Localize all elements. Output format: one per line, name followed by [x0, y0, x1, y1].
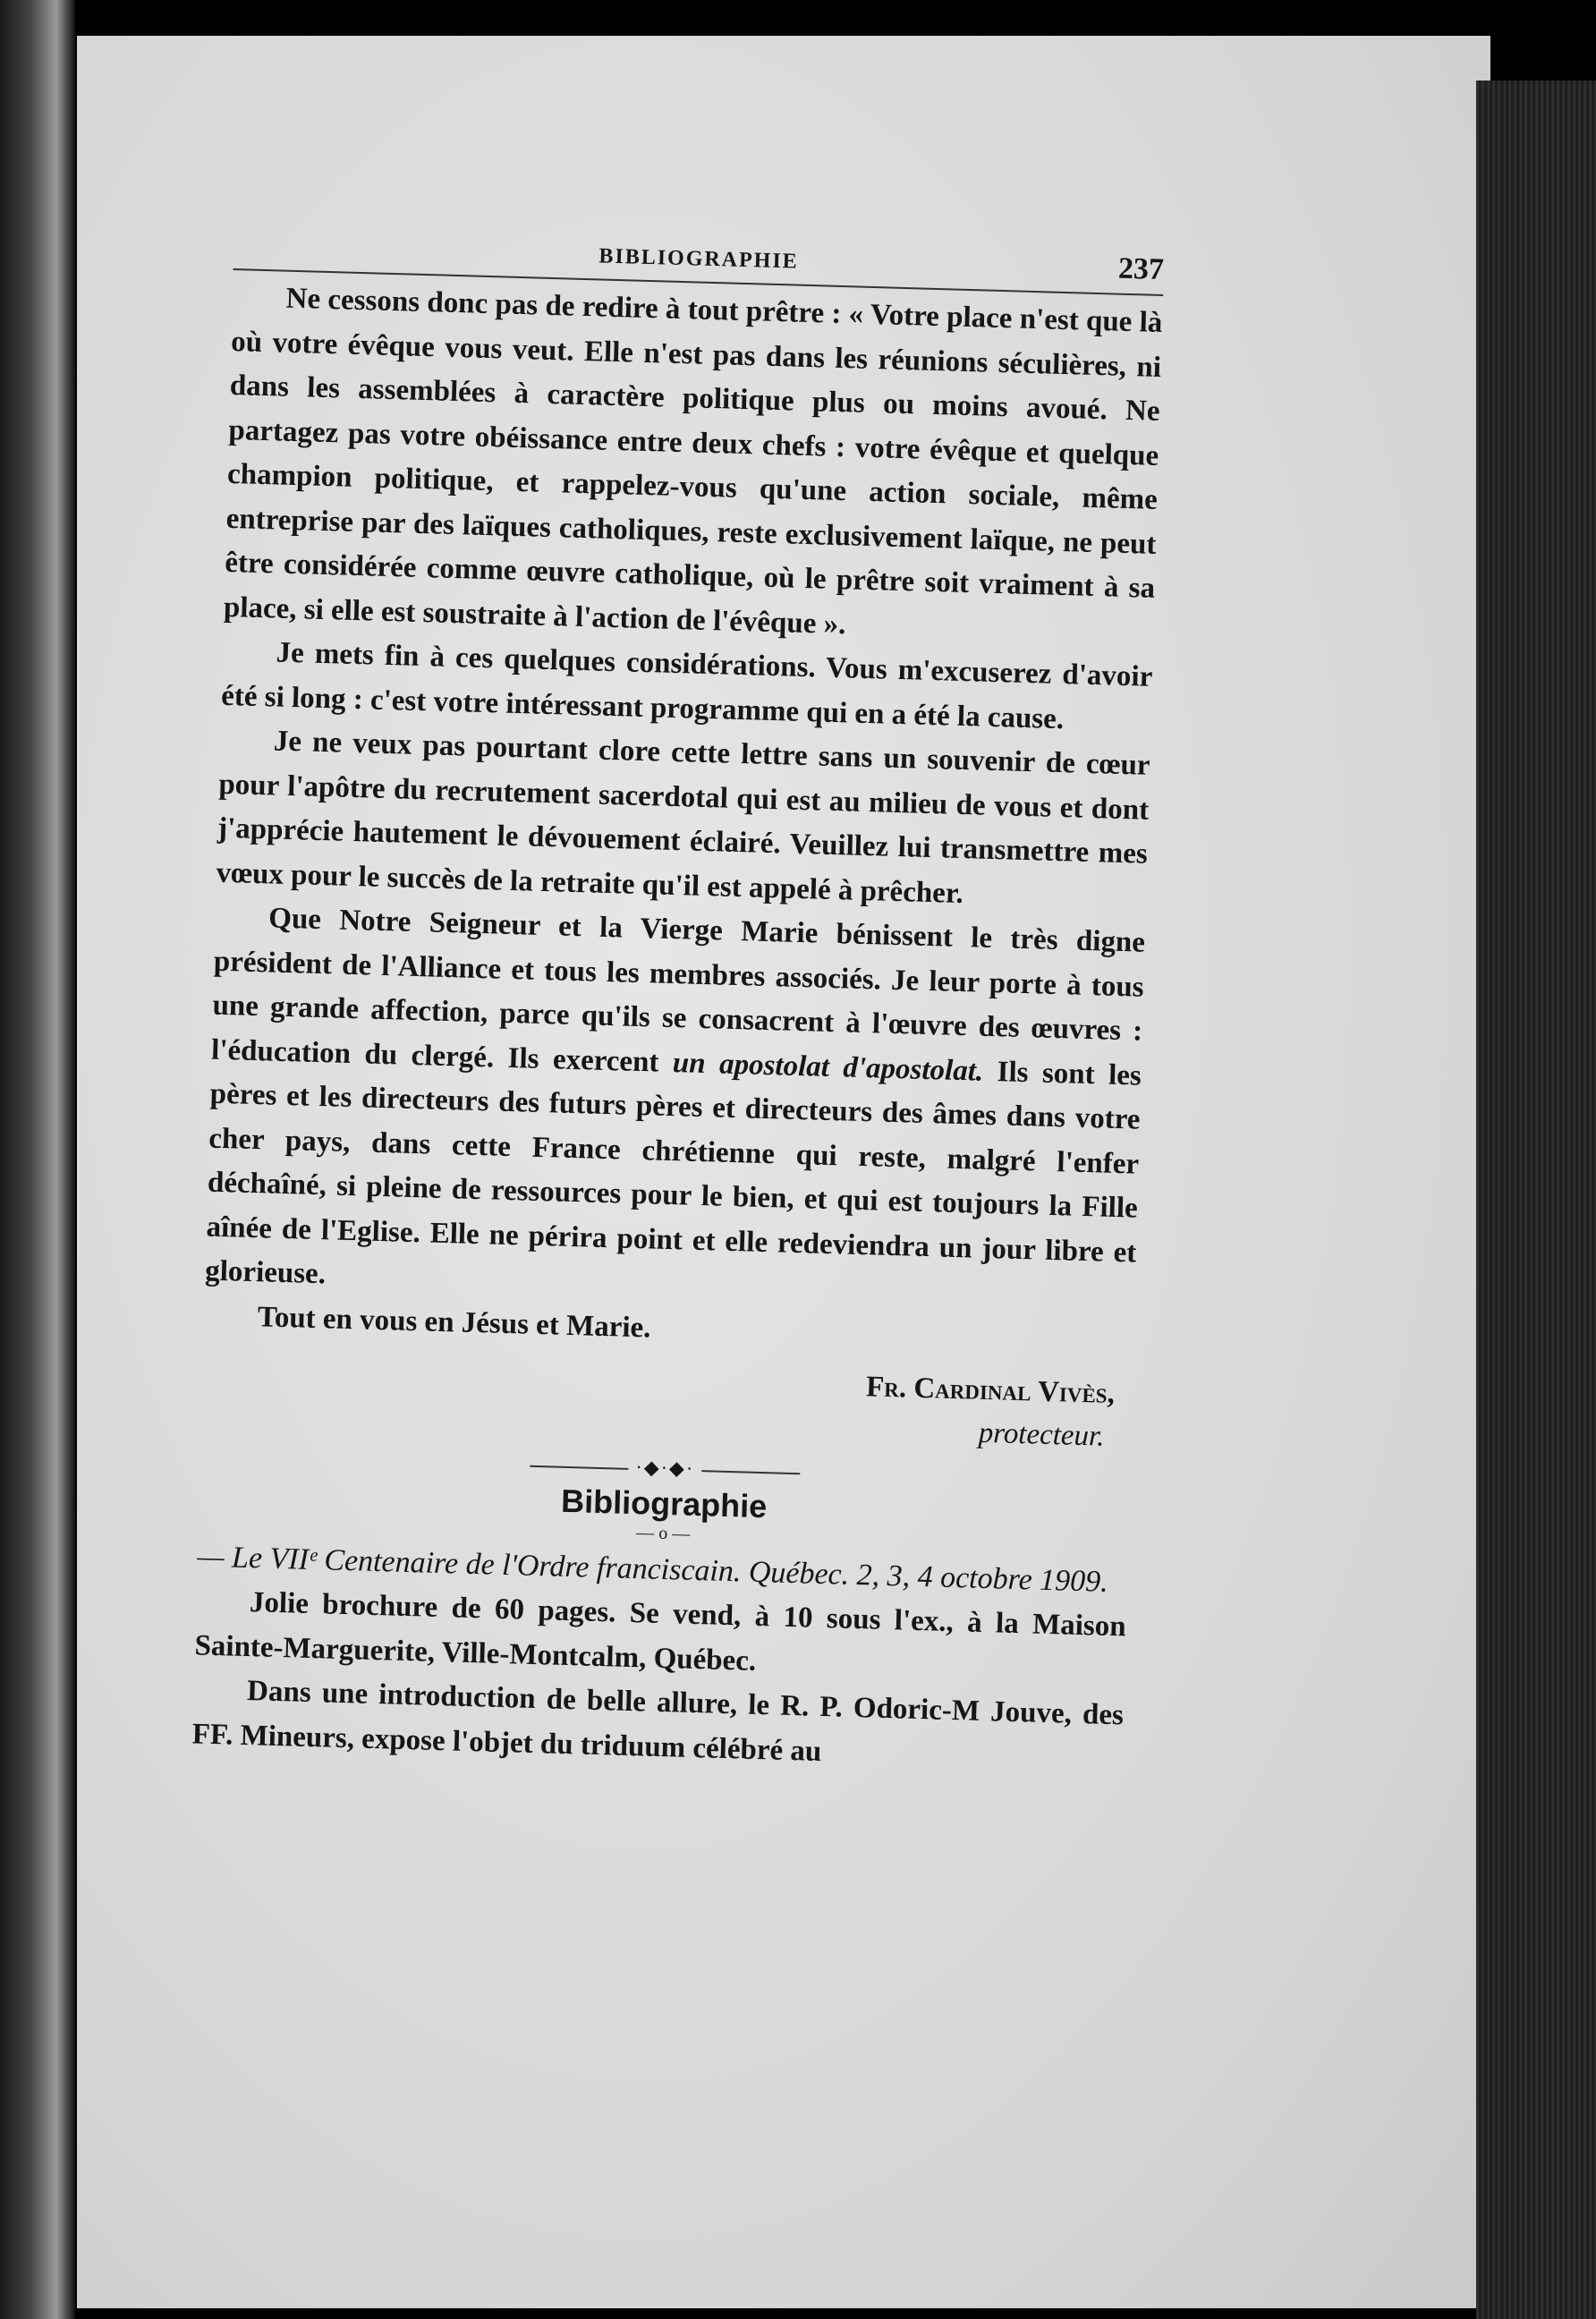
section-title: Bibliographie: [560, 1482, 768, 1525]
running-title: BIBLIOGRAPHIE: [598, 244, 800, 274]
paragraph-text: Ils sont les pères et les directeurs des futurs pères et directeurs des âmes dans votre cher pays, dans cette France chrétienne qui reste, malgré l'enfer déchaîné, si pleine de ressources pour le bien, et qui est toujours la Fille aînée de l'Eglise. Elle ne périra point et elle redeviendra un jour libre et glorieuse.: [204, 1055, 1142, 1291]
section-divider-ornament: ·◆·◆·: [200, 1443, 1130, 1492]
bibliography-paragraph: Dans une introduction de belle allure, le R. P. Odoric-M Jouve, des FF. Mineurs, expose l'objet du triduum célébré au: [191, 1675, 1125, 1768]
page-stack-edge: [1476, 81, 1596, 2319]
letter-paragraph: [205, 896, 1146, 1320]
letter-paragraph: Ne cessons donc pas de redire à tout prêtre : « Votre place n'est que là où votre évêque vous veut. Elle n'est pas dans les réunions séculières, ni dans les assemblées à caractère politique plus ou moins avoué. Ne partagez pas votre obéissance entre deux chefs : votre évêque et quelque champion politique, et rappelez-vous qu'une action sociale, même entreprise par des laïques catholiques, reste exclusivement laïque, ne peut être considérée comme œuvre catholique, où le prêtre soit vraiment à sa place, si elle est soustraite à l'action de l'évêque ».: [223, 282, 1163, 641]
paragraph-text: Que Notre Seigneur et la Vierge Marie bénissent le très digne président de l'Alliance et tous les membres associés. Je leur porte à tous une grande affection, parce qu'ils se consacrent à l'œuvre des œuvres : l'éducation du clergé. Ils exercent: [210, 902, 1146, 1079]
letter-closing: Tout en vous en Jésus et Marie.: [257, 1300, 651, 1344]
page-content: [191, 224, 1164, 1782]
letter-paragraph: Je ne veux pas pourtant clore cette lettre sans un souvenir de cœur pour l'apôtre du recrutement sacerdotal qui est au milieu de vous et dont j'apprécie hautement le dévouement éclairé. Veuillez lui transmettre mes vœux pour le succès de la retraite qu'il est appelé à prêcher.: [216, 725, 1150, 910]
italic-phrase: un apostolat d'apostolat.: [672, 1046, 984, 1088]
letter-paragraph: Je mets fin à ces quelques considérations. Vous m'excuserez d'avoir été si long : c'est votre intéressant programme qui en a été la cause.: [220, 636, 1153, 735]
signature-name: Fr. Cardinal Vivès,: [865, 1371, 1116, 1410]
signature-block: [200, 1347, 1133, 1459]
left-page-edge: [0, 0, 75, 2319]
section-marker: — o —: [636, 1523, 691, 1544]
bibliography-entry-title: — Le VIIᵉ Centenaire de l'Ordre franciscain. Québec. 2, 3, 4 octobre 1909.: [196, 1540, 1109, 1599]
signature-role: protecteur.: [978, 1416, 1106, 1453]
bibliography-paragraph: Jolie brochure de 60 pages. Se vend, à 10 sous l'ex., à la Maison Sainte-Marguerite, Ville-Montcalm, Québec.: [194, 1586, 1127, 1678]
page-number: 237: [1117, 251, 1165, 287]
